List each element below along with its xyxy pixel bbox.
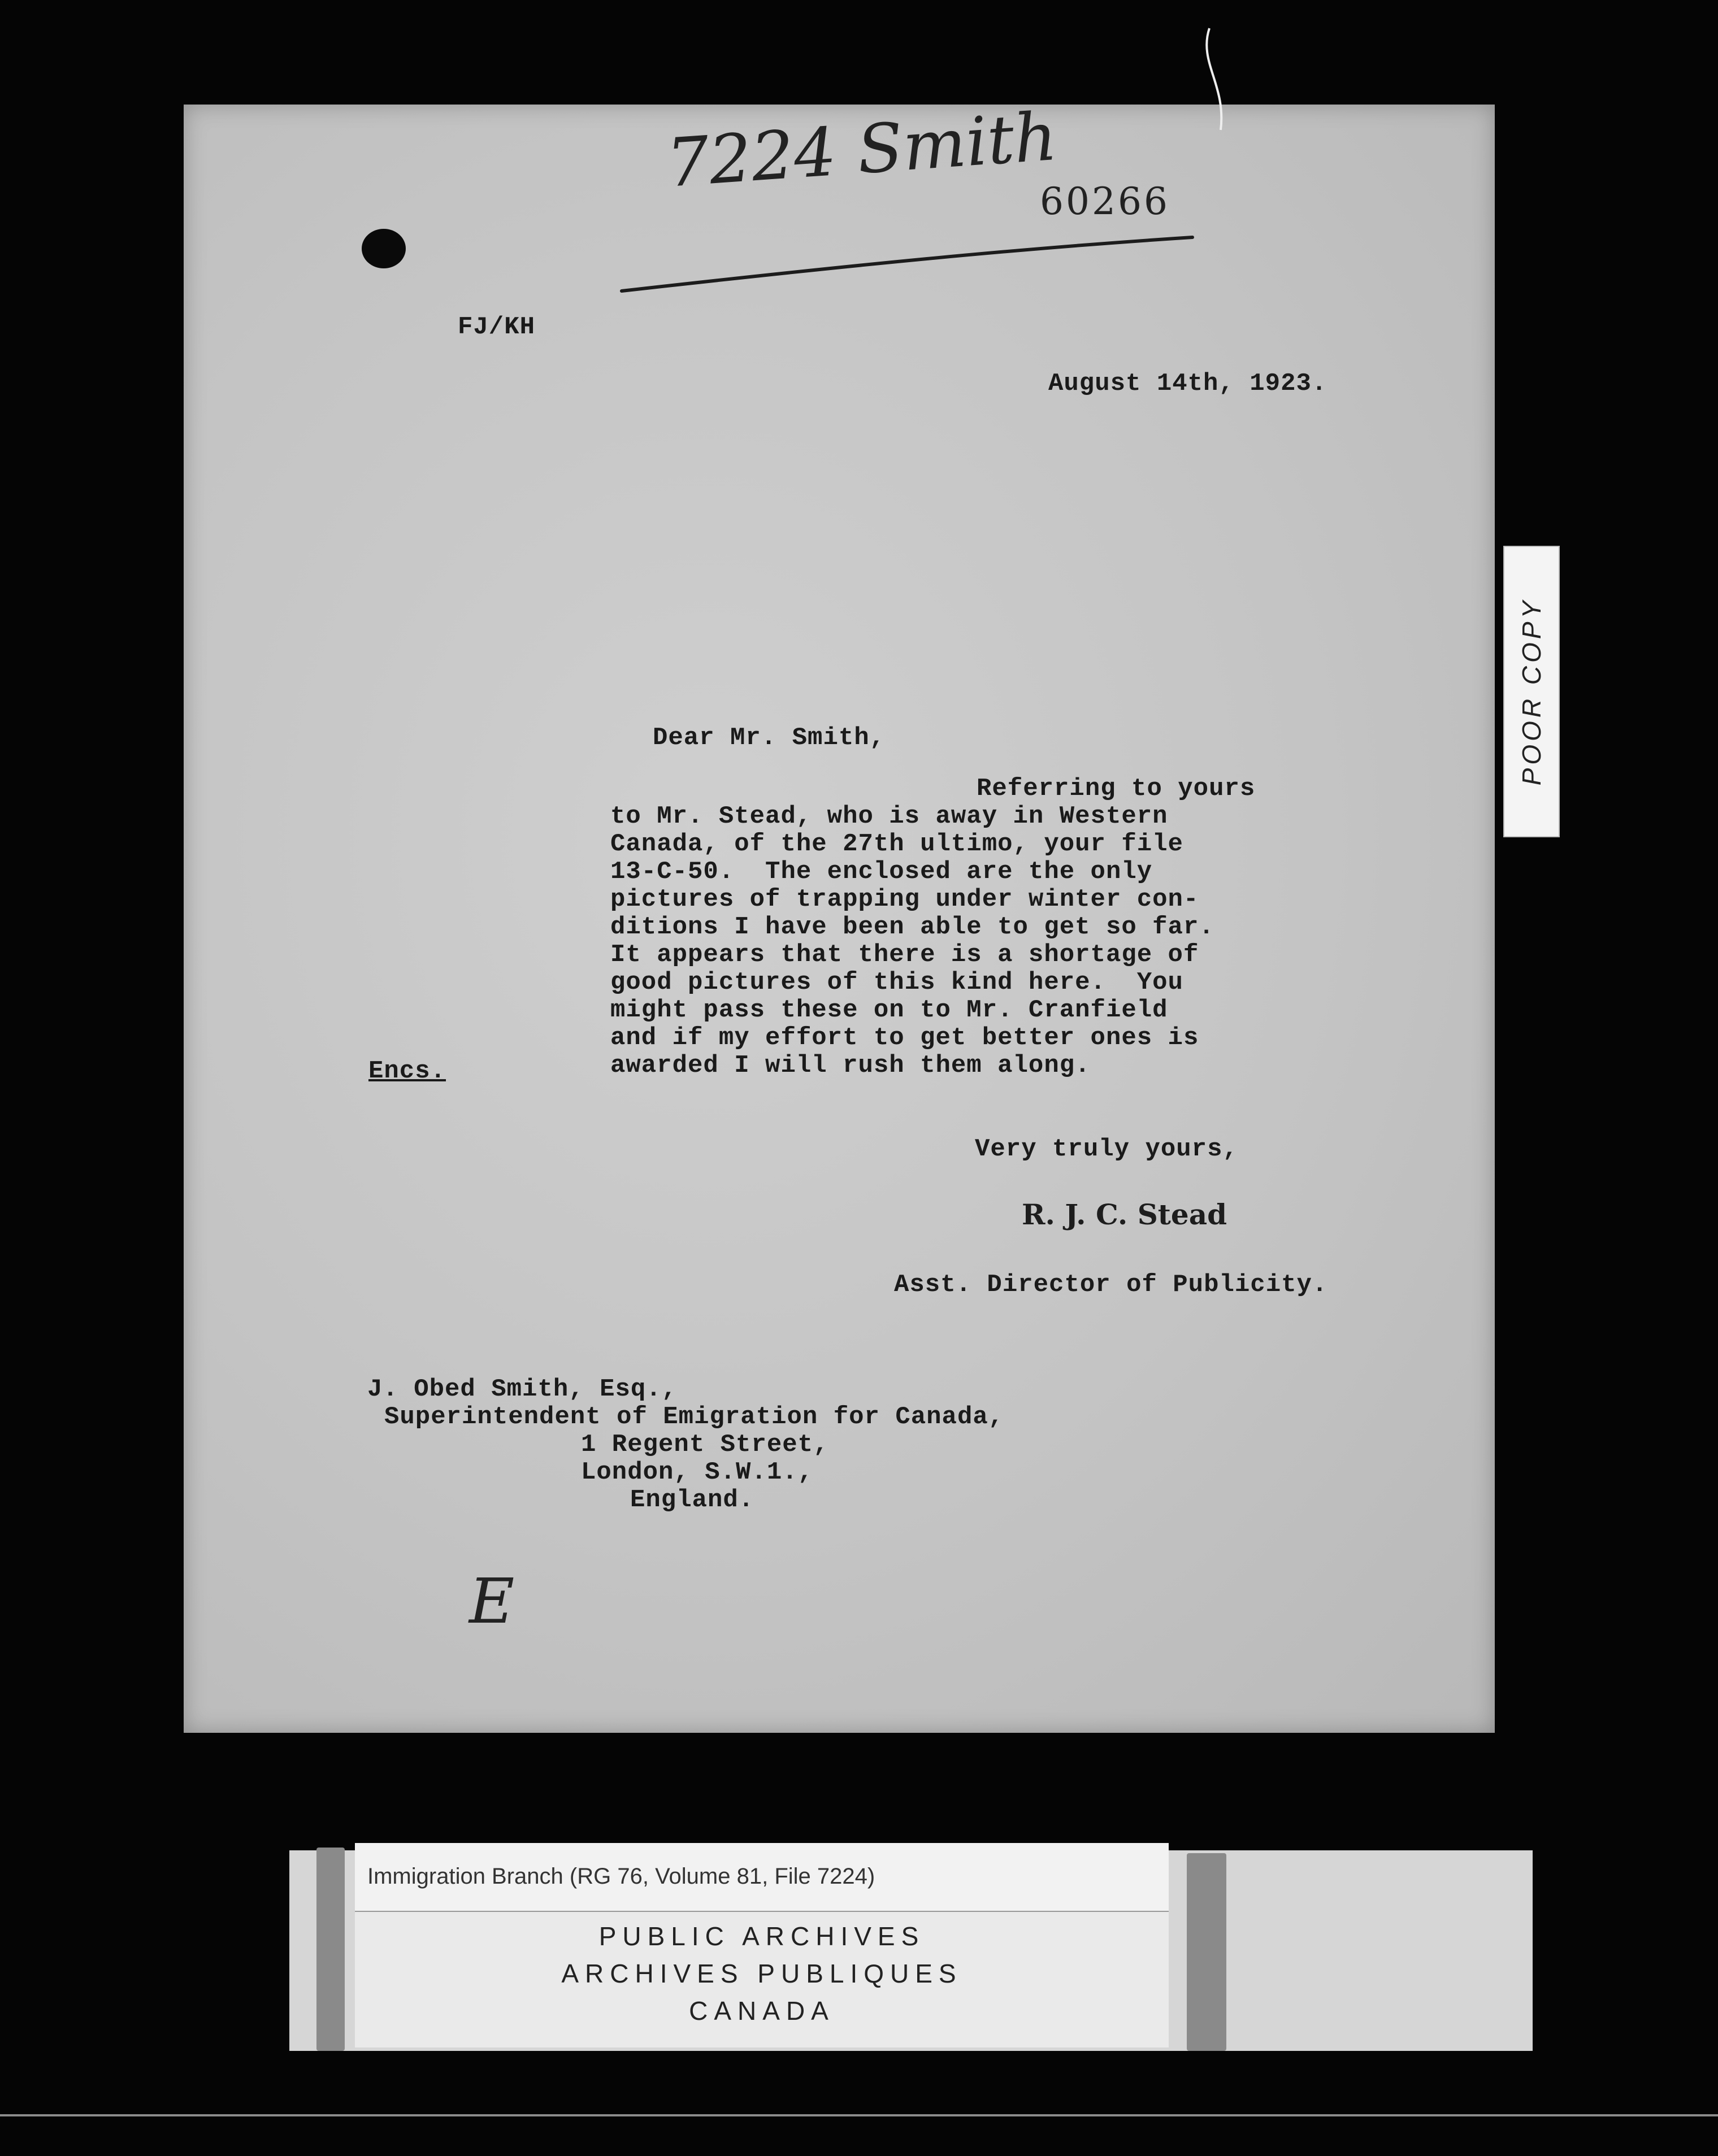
recipient-address [367, 1376, 1004, 1514]
handwritten-underline [0, 0, 1718, 339]
archive-stamp [355, 1912, 1169, 2048]
signature: R. J. C. Stead [1022, 1198, 1227, 1231]
poor-copy-tag [1503, 546, 1560, 837]
letter-date: August 14th, 1923. [1048, 370, 1327, 398]
label-clip-right [1187, 1853, 1226, 2051]
frame-bottom-line [0, 2114, 1718, 2116]
address-line: J. Obed Smith, Esq., [367, 1375, 678, 1403]
handwritten-initials: E [469, 1565, 515, 1637]
address-line: London, S.W.1., [581, 1458, 814, 1486]
address-line: England. [630, 1486, 754, 1514]
body-line: awarded I will rush them along. [610, 1051, 1091, 1080]
body-line: to Mr. Stead, who is away in Western [610, 802, 1168, 831]
letter-body [610, 775, 1255, 1080]
body-line: pictures of trapping under winter con- [610, 885, 1199, 914]
body-line: Canada, of the 27th ultimo, your file [610, 830, 1183, 858]
address-line: 1 Regent Street, [581, 1431, 829, 1459]
salutation: Dear Mr. Smith, [653, 724, 886, 752]
archive-line: CANADA [689, 1996, 835, 2025]
address-line: Superintendent of Emigration for Canada, [384, 1403, 1004, 1431]
archive-line: ARCHIVES PUBLIQUES [561, 1959, 962, 1988]
body-line: ditions I have been able to get so far. [610, 913, 1214, 941]
poor-copy-text: POOR COPY [1517, 597, 1546, 786]
body-line: 13-C-50. The enclosed are the only [610, 858, 1153, 886]
closing: Very truly yours, [975, 1135, 1238, 1163]
stamp-number: 60266 [1040, 180, 1170, 223]
archive-line: PUBLIC ARCHIVES [598, 1922, 925, 1951]
archive-source-label: Immigration Branch (RG 76, Volume 81, File 7224) [355, 1843, 1169, 1912]
body-line: might pass these on to Mr. Cranfield [610, 996, 1168, 1024]
label-clip-left [316, 1848, 345, 2051]
body-line: and if my effort to get better ones is [610, 1024, 1199, 1052]
body-line: Referring to yours [977, 775, 1256, 803]
body-line: good pictures of this kind here. You [610, 968, 1183, 997]
enclosure-note: Encs. [368, 1057, 446, 1085]
body-line: It appears that there is a shortage of [610, 941, 1199, 969]
signer-title: Asst. Director of Publicity. [894, 1271, 1328, 1299]
handwritten-file-reference: 7224 Smith [664, 97, 1060, 202]
reference-initials: FJ/KH [458, 313, 536, 341]
